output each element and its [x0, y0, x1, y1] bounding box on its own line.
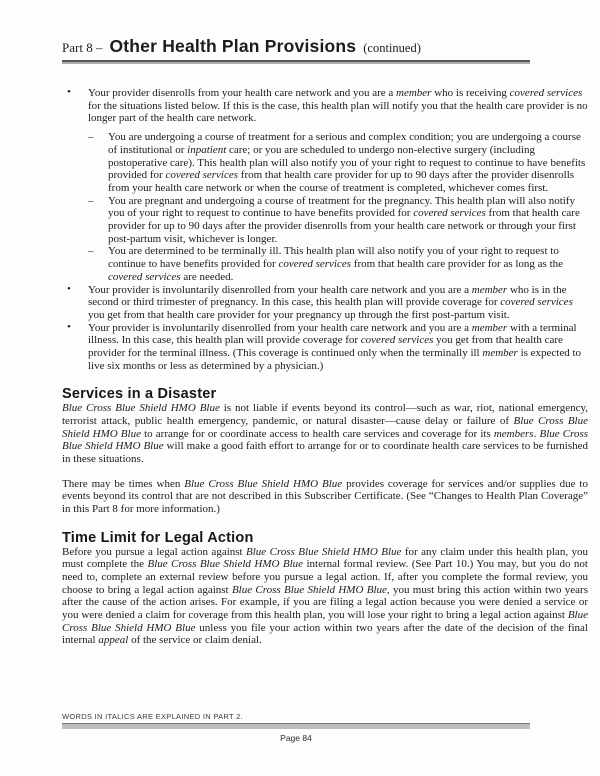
- bullet-icon: •: [67, 86, 71, 98]
- section-heading: Services in a Disaster: [62, 386, 217, 403]
- footer-bar: [62, 723, 530, 729]
- bullet-text: Your provider is involuntarily disenrolled from your health care network and you are a member who is in the second or third trimester of pregnancy. In this case, this health plan will provide coverage for covered services you get from that health care provider for your pregnancy up through the first post-partum visit.: [88, 283, 573, 321]
- bullet-item: [62, 322, 588, 373]
- dash-icon: –: [88, 194, 94, 207]
- paragraph: Blue Cross Blue Shield HMO Blue is not liable if events beyond its control—such as war, riot, national emergency, terrorist attack, public health emergency, pandemic, or natural disaster—cause delay or failure of Blue Cross Blue Shield HMO Blue to arrange for or coordinate access to health care services and coverage for its members. Blue Cross Blue Shield HMO Blue will make a good faith effort to arrange for or to coordinate health care services to be furnished in these situations.: [62, 402, 589, 465]
- section-time-limit-for-legal-action: [62, 529, 588, 647]
- dash-icon: –: [88, 131, 94, 144]
- bullet-text: Your provider is involuntarily disenrolled from your health care network and you are a member with a terminal illness. In this case, this health plan will provide coverage for covered services you get from that health care provider for the terminal illness. (This coverage is continued only when the terminally ill member is expected to live six months or less as determined by a physician.): [88, 321, 582, 372]
- page-title: Other Health Plan Provisions: [109, 36, 357, 56]
- bullet-icon: •: [67, 320, 71, 333]
- paragraph: Before you pursue a legal action against Blue Cross Blue Shield HMO Blue for any claim under this health plan, you must complete the Blue Cross Blue Shield HMO Blue internal formal review. (See Part 10.) You may, but you do not need to, complete an external review before you pursue a legal action. If, after you complete the formal review, you choose to bring a legal action against Blue Cross Blue Shield HMO Blue, you must bring this action within two years after the cause of the action arises. For example, if you are filing a legal action because you were denied a service or you were denied a claim for coverage from this health plan, you will lose your right to bring a legal action against Blue Cross Blue Shield HMO Blue unless you file your action within two years after the date of the decision of the final internal appeal of the service or claim denial.: [62, 545, 588, 647]
- sub-bullet-list: [88, 131, 588, 283]
- bullet-item: [62, 87, 588, 284]
- sub-bullet-item: [88, 195, 588, 246]
- sub-bullet-item: [88, 131, 588, 195]
- continued-label: (continued): [363, 41, 421, 55]
- bullet-text: Your provider disenrolls from your health care network and you are a member who is receiving covered services for the situations listed below. If this is the case, this health plan will notify you that the health care provider is no longer part of the health care network.: [88, 87, 588, 125]
- bullet-list: [62, 87, 588, 372]
- sub-bullet-text: You are determined to be terminally ill. This health plan will also notify you of your right to request to continue to have benefits provided for covered services from that health care provider for as long as the covered services are needed.: [108, 245, 564, 283]
- dash-icon: –: [88, 245, 94, 258]
- header-rule-light-line: [62, 62, 530, 64]
- sub-bullet-text: You are undergoing a course of treatment for a serious and complex condition; you are undergoing a course of institutional or inpatient care; or you are scheduled to undergo non-elective surgery (including postoperative care). This health plan will also notify you of your right to request to continue to have benefits provided for covered services from that health care provider for up to 90 days after the provider disenrolls from your health care network or when the course of treatment is completed, whichever comes first.: [108, 131, 586, 194]
- section-services-in-a-disaster: [62, 388, 588, 515]
- paragraph: There may be times when Blue Cross Blue Shield HMO Blue provides coverage for services and/or supplies due to events beyond its control that are not described in this Subscriber Certificate. (See “Changes to Health Plan Coverage” in this Part 8 for more information.): [62, 477, 588, 516]
- bullet-item: [62, 284, 588, 322]
- sub-bullet-item: [88, 245, 588, 283]
- footer-bar-gray-line: [62, 724, 530, 729]
- sub-bullet-text: You are pregnant and undergoing a course of treatment for the pregnancy. This health plan will also notify you of your right to request to continue to have benefits provided for covered services from that health care provider for up to 90 days after the provider disenrolls from your health care network or through your first post-partum visit, whichever is longer.: [108, 194, 580, 245]
- bullet-icon: •: [67, 282, 71, 295]
- page-number: Page 84: [280, 733, 312, 743]
- document-page: [62, 36, 588, 647]
- page-header: [62, 36, 588, 57]
- part-label: Part 8 –: [62, 40, 103, 55]
- header-rule: [62, 60, 530, 64]
- section-heading: Time Limit for Legal Action: [62, 529, 254, 546]
- footer-note: WORDS IN ITALICS ARE EXPLAINED IN PART 2.: [62, 712, 243, 721]
